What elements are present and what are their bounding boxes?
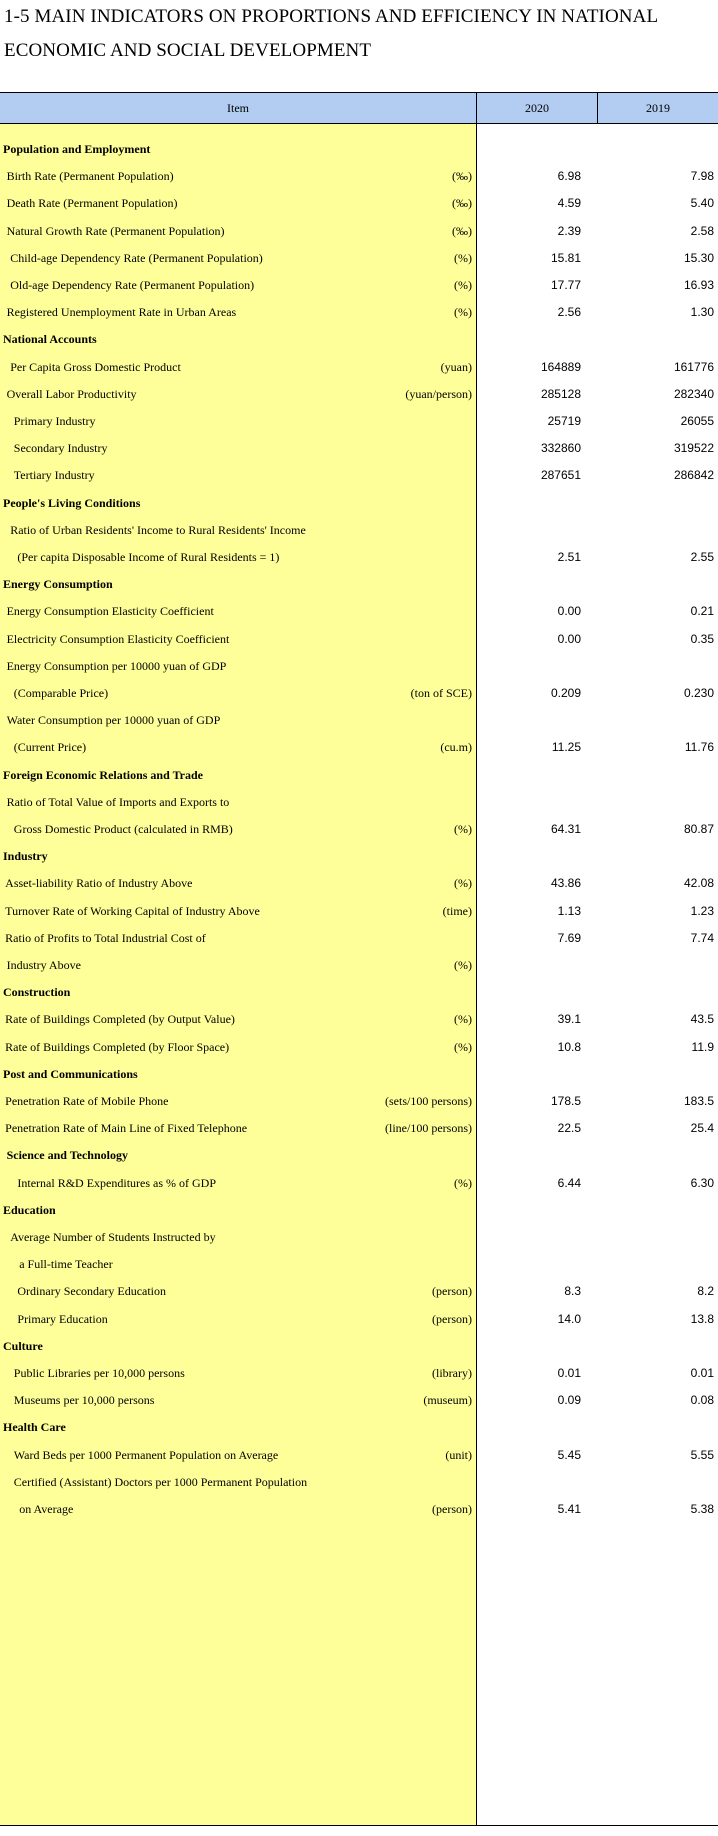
- value-2020: 2.39: [557, 223, 581, 238]
- row-label: Certified (Assistant) Doctors per 1000 Permanent Population: [13, 1474, 308, 1489]
- header-item: Item: [0, 93, 477, 123]
- row-unit: (‰): [452, 196, 472, 211]
- value-2020: 43.86: [550, 876, 581, 891]
- value-2020: 287651: [540, 468, 581, 483]
- row-unit: (%): [454, 250, 472, 265]
- row-label: Water Consumption per 10000 yuan of GDP: [6, 713, 221, 728]
- row-label: Internal R&D Expenditures as % of GDP: [17, 1175, 217, 1190]
- row-label: Rate of Buildings Completed (by Floor Space): [5, 1039, 230, 1054]
- row-label: (Per capita Disposable Income of Rural Residents = 1): [17, 550, 280, 564]
- value-2019: 161776: [673, 359, 714, 374]
- value-2020: 64.31: [550, 822, 581, 836]
- value-2020: 17.77: [550, 278, 581, 292]
- row-label: a Full-time Teacher: [19, 1257, 113, 1272]
- value-2020: 6.98: [557, 169, 581, 184]
- value-2020: 164889: [540, 359, 581, 374]
- row-unit: (%): [454, 278, 472, 292]
- row-label: Old-age Dependency Rate (Permanent Population): [10, 278, 255, 292]
- row-unit: (%): [454, 1012, 472, 1027]
- value-2020: 14.0: [557, 1311, 581, 1326]
- row-unit: (yuan): [440, 359, 472, 374]
- row-unit: (sets/100 persons): [385, 1094, 472, 1108]
- row-label: Turnover Rate of Working Capital of Industry Above: [5, 903, 260, 918]
- value-2019: 0.230: [683, 686, 714, 700]
- value-2020: 25719: [547, 414, 581, 428]
- row-unit: (‰): [452, 169, 472, 184]
- header-2019: 2019: [646, 101, 670, 115]
- value-2019: 2.58: [690, 223, 714, 238]
- row-label: Child-age Dependency Rate (Permanent Population): [10, 250, 263, 265]
- row-unit: (%): [454, 1039, 472, 1054]
- value-2020: 11.25: [551, 740, 581, 755]
- row-label: Ratio of Profits to Total Industrial Cost of: [5, 930, 206, 945]
- table-row: [0, 1493, 718, 1525]
- indicator-table: [0, 92, 718, 1826]
- value-2019: 15.30: [683, 250, 714, 265]
- value-2019: 43.5: [690, 1012, 714, 1027]
- section-title: Foreign Economic Relations and Trade: [3, 767, 204, 782]
- value-2020: 332860: [540, 441, 581, 456]
- row-unit: (%): [454, 1175, 472, 1190]
- row-label: Overall Labor Productivity: [6, 386, 137, 401]
- value-2019: 6.30: [690, 1175, 714, 1190]
- section-title: Post and Communications: [3, 1066, 138, 1081]
- title-line-1: 1-5 MAIN INDICATORS ON PROPORTIONS AND EFFICIENCY IN NATIONAL: [4, 6, 659, 27]
- row-label: Gross Domestic Product (calculated in RMB): [13, 822, 233, 836]
- row-unit: (cu.m): [440, 740, 472, 755]
- section-title: Health Care: [3, 1420, 66, 1435]
- value-2019: 7.74: [690, 930, 714, 945]
- value-2020: 285128: [540, 386, 581, 401]
- section-title: Industry: [3, 849, 48, 864]
- value-2019: 5.38: [690, 1502, 714, 1516]
- row-label: Secondary Industry: [13, 441, 108, 456]
- row-label: (Comparable Price): [13, 686, 109, 700]
- value-2019: 0.35: [690, 631, 714, 646]
- value-2019: 1.30: [690, 305, 714, 320]
- row-label: Asset-liability Ratio of Industry Above: [5, 876, 193, 891]
- section-title: Education: [3, 1202, 56, 1217]
- row-label: Ordinary Secondary Education: [17, 1284, 167, 1299]
- value-2020: 6.44: [557, 1175, 581, 1190]
- value-2020: 5.41: [557, 1502, 581, 1516]
- row-unit: (yuan/person): [405, 386, 472, 401]
- row-unit: (%): [454, 822, 472, 836]
- row-label: Rate of Buildings Completed (by Output Value): [5, 1012, 235, 1027]
- row-unit: (museum): [423, 1393, 472, 1408]
- row-label: Penetration Rate of Mobile Phone: [5, 1094, 169, 1108]
- value-2019: 8.2: [697, 1284, 714, 1299]
- value-2019: 7.98: [690, 169, 714, 184]
- row-unit: (%): [454, 876, 472, 891]
- value-2019: 183.5: [683, 1094, 714, 1108]
- section-title: Population and Employment: [3, 142, 151, 156]
- value-2020: 1.13: [557, 903, 581, 918]
- value-2019: 13.8: [690, 1311, 714, 1326]
- value-2020: 0.00: [557, 604, 581, 619]
- value-2019: 80.87: [683, 822, 714, 836]
- row-label: Industry Above: [6, 958, 81, 972]
- value-2020: 2.56: [557, 305, 581, 320]
- row-label: Energy Consumption Elasticity Coefficient: [6, 604, 214, 619]
- row-label: (Current Price): [13, 740, 87, 755]
- value-2020: 39.1: [557, 1012, 581, 1027]
- section-title: Culture: [3, 1338, 43, 1353]
- value-2019: 11.76: [684, 740, 714, 755]
- value-2019: 25.4: [690, 1121, 714, 1136]
- row-label: Electricity Consumption Elasticity Coefficient: [6, 631, 230, 646]
- row-label: Ward Beds per 1000 Permanent Population on Average: [13, 1447, 279, 1462]
- row-label: Birth Rate (Permanent Population): [6, 169, 174, 184]
- row-label: Tertiary Industry: [13, 468, 95, 483]
- value-2019: 16.93: [683, 278, 714, 292]
- value-2020: 4.59: [557, 196, 581, 211]
- row-label: Per Capita Gross Domestic Product: [10, 359, 181, 374]
- value-2020: 5.45: [557, 1447, 581, 1462]
- value-2019: 26055: [680, 414, 714, 428]
- value-2020: 22.5: [557, 1121, 581, 1136]
- value-2020: 2.51: [557, 550, 581, 564]
- title-line-2: ECONOMIC AND SOCIAL DEVELOPMENT: [4, 40, 372, 61]
- section-title: Science and Technology: [6, 1148, 128, 1163]
- value-2019: 1.23: [690, 903, 714, 918]
- row-unit: (person): [432, 1311, 472, 1326]
- value-2019: 42.08: [683, 876, 714, 891]
- row-label: Museums per 10,000 persons: [13, 1393, 155, 1408]
- header-2020: 2020: [477, 93, 598, 123]
- row-label: Ratio of Urban Residents' Income to Rural Residents' Income: [10, 522, 306, 537]
- row-label: Primary Industry: [13, 414, 96, 428]
- value-2020: 15.81: [550, 250, 581, 265]
- value-2019: 0.01: [690, 1366, 714, 1380]
- value-2020: 0.09: [557, 1393, 581, 1408]
- row-label: on Average: [19, 1502, 74, 1516]
- table-header: [0, 92, 718, 124]
- row-label: Average Number of Students Instructed by: [10, 1230, 216, 1244]
- row-label: Death Rate (Permanent Population): [6, 196, 178, 211]
- row-label: Energy Consumption per 10000 yuan of GDP: [6, 658, 227, 673]
- value-2019: 5.55: [690, 1447, 714, 1462]
- row-label: Public Libraries per 10,000 persons: [13, 1366, 185, 1380]
- page-title: [4, 0, 716, 68]
- value-2020: 0.00: [557, 631, 581, 646]
- row-label: Penetration Rate of Main Line of Fixed Telephone: [5, 1121, 248, 1136]
- row-unit: (person): [432, 1284, 472, 1299]
- row-unit: (library): [432, 1366, 472, 1380]
- value-2020: 8.3: [564, 1284, 581, 1299]
- value-2019: 286842: [673, 468, 714, 483]
- section-title: Energy Consumption: [3, 577, 113, 592]
- value-2019: 0.08: [690, 1393, 714, 1408]
- value-2019: 2.55: [690, 550, 714, 564]
- row-unit: (ton of SCE): [410, 686, 472, 700]
- value-2019: 319522: [673, 441, 714, 456]
- section-title: National Accounts: [3, 332, 97, 347]
- row-unit: (time): [442, 903, 472, 918]
- row-label: Natural Growth Rate (Permanent Population): [6, 223, 225, 238]
- row-label: Primary Education: [17, 1311, 108, 1326]
- value-2019: 5.40: [690, 196, 714, 211]
- section-title: People's Living Conditions: [3, 495, 141, 510]
- row-unit: (%): [454, 305, 472, 320]
- value-2019: 11.9: [691, 1039, 714, 1054]
- row-unit: (person): [432, 1502, 472, 1516]
- row-unit: (line/100 persons): [385, 1121, 472, 1136]
- value-2020: 0.209: [550, 686, 581, 700]
- row-unit: (‰): [452, 223, 472, 238]
- value-2020: 10.8: [557, 1039, 581, 1054]
- value-2020: 178.5: [550, 1094, 581, 1108]
- row-unit: (unit): [445, 1447, 472, 1462]
- value-2020: 0.01: [557, 1366, 581, 1380]
- row-label: Ratio of Total Value of Imports and Exports to: [6, 794, 230, 809]
- section-title: Construction: [3, 985, 71, 1000]
- row-unit: (%): [454, 958, 472, 972]
- value-2020: 7.69: [557, 930, 581, 945]
- value-2019: 0.21: [690, 604, 714, 619]
- row-label: Registered Unemployment Rate in Urban Areas: [6, 305, 237, 320]
- value-2019: 282340: [673, 386, 714, 401]
